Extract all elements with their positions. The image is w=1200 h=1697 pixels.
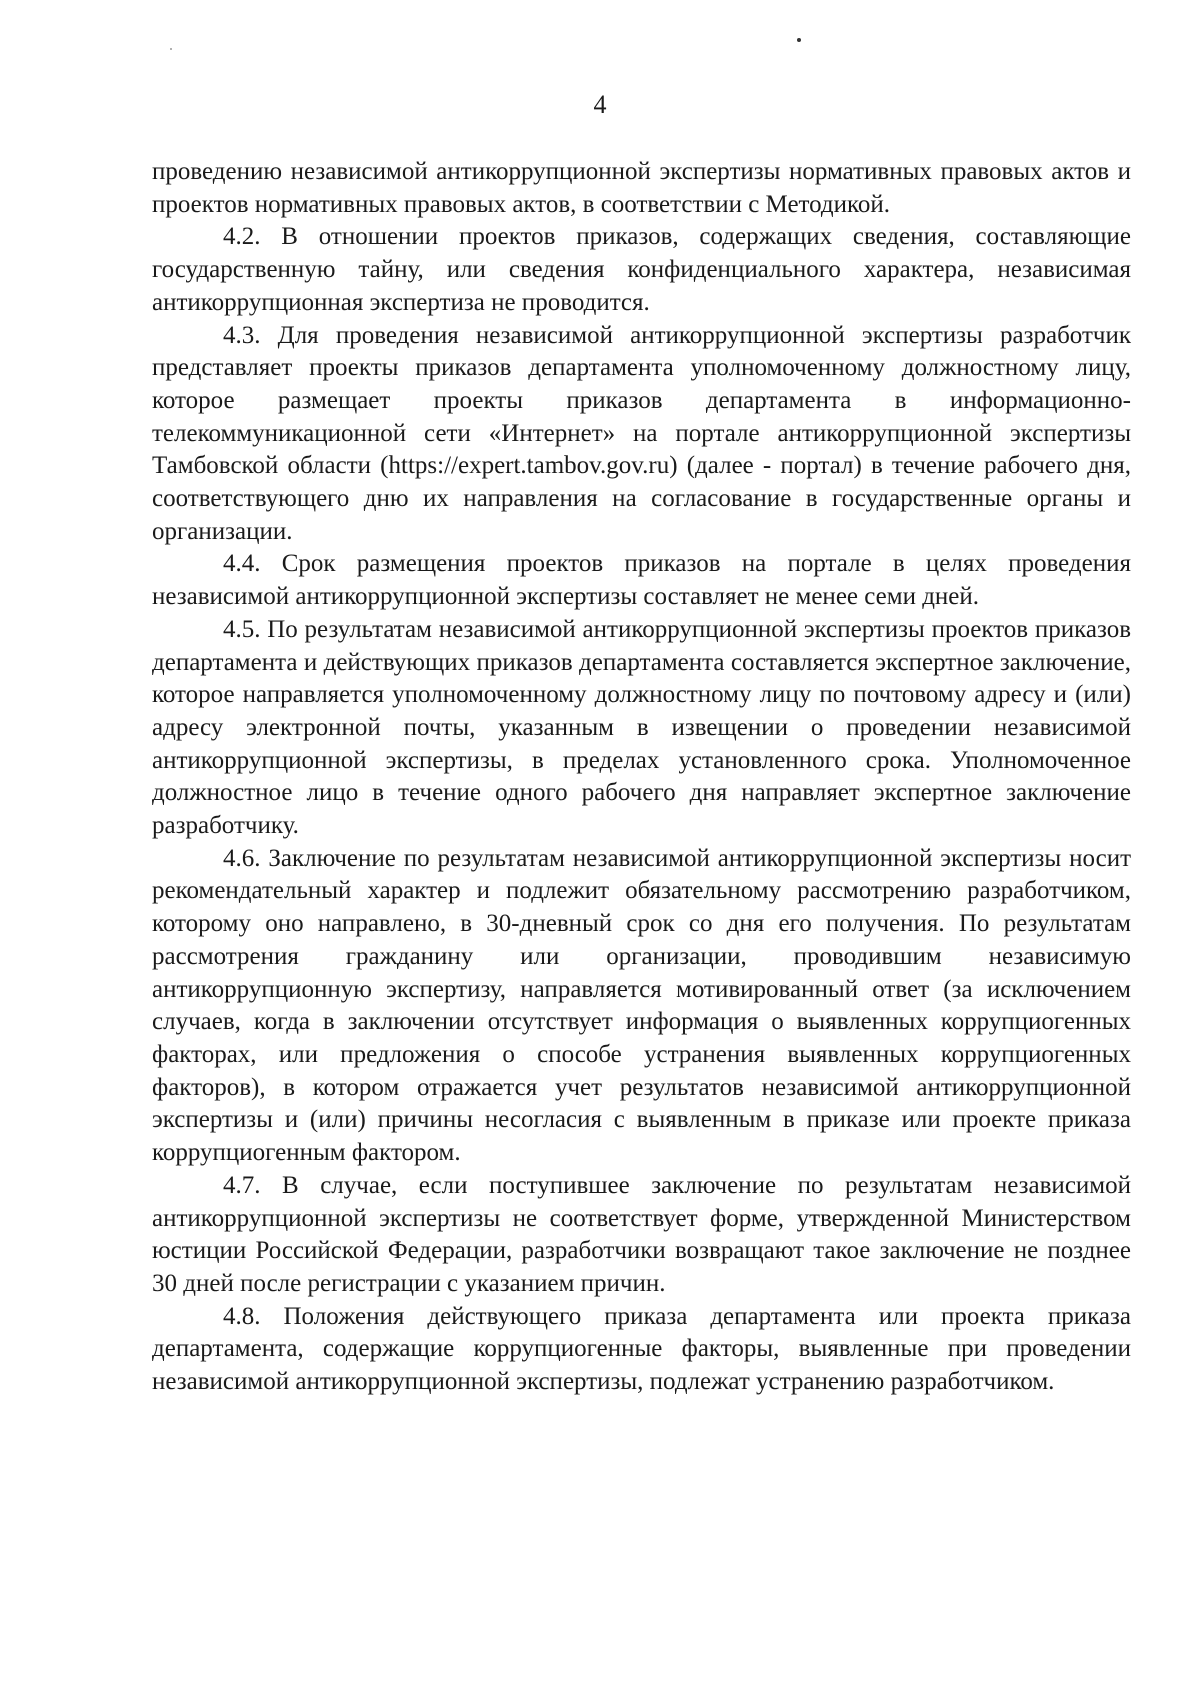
paragraph-4-2: 4.2. В отношении проектов приказов, содержащих сведения, составляющие государственную тайну, или сведения конфиденциального характера, независимая антикоррупционная экспертиза не проводится. <box>152 223 1131 316</box>
paragraph-4-6: 4.6. Заключение по результатам независимой антикоррупционной экспертизы носит рекомендательный характер и подлежит обязательному рассмотрению разработчиком, которому оно направлено, в 30-дневный срок со дня его получения. По результатам рассмотрения гражданину или организации, проводившим независимую антикоррупционную экспертизу, направляется мотивированный ответ (за исключением случаев, когда в заключении отсутствует информация о выявленных коррупциогенных факторах, или предложения о способе устранения выявленных коррупциогенных факторов), в котором отражается учет результатов независимой антикоррупционной экспертизы и (или) причины несогласия с выявленным в приказе или проекте приказа коррупциогенным фактором. <box>152 844 1131 1167</box>
paragraph-4-4: 4.4. Срок размещения проектов приказов на портале в целях проведения независимой антикоррупционной экспертизы составляет не менее семи дней. <box>152 550 1131 611</box>
paragraph-continuation: проведению независимой антикоррупционной экспертизы нормативных правовых актов и проектов нормативных правовых актов, в соответствии с Методикой. <box>152 158 1131 218</box>
paragraph-4-7: 4.7. В случае, если поступившее заключение по результатам независимой антикоррупционной экспертизы не соответствует форме, утвержденной Министерством юстиции Российской Федерации, разработчики возвращают такое заключение не позднее 30 дней после регистрации с указанием причин. <box>152 1171 1131 1297</box>
page-number: 4 <box>593 90 607 119</box>
paragraph-4-8: 4.8. Положения действующего приказа департамента или проекта приказа департамента, содержащие коррупциогенные факторы, выявленные при проведении независимой антикоррупционной экспертизы, подлежат устранению разработчиком. <box>152 1302 1131 1396</box>
scan-speck <box>797 38 801 42</box>
scan-speck <box>170 48 172 50</box>
document-body <box>152 156 1131 1399</box>
paragraph-4-3: 4.3. Для проведения независимой антикоррупционной экспертизы разработчик представляет проекты приказов департамента уполномоченному должностному лицу, которое размещает проекты приказов департамента в информационно-телекоммуникационной сети «Интернет» на портале антикоррупционной экспертизы Тамбовской области (https://expert.tambov.gov.ru) (далее - портал) в течение рабочего дня, соответствующего дню их направления на согласование в государственные органы и организации. <box>152 321 1131 545</box>
paragraph-4-5: 4.5. По результатам независимой антикоррупционной экспертизы проектов приказов департамента и действующих приказов департамента составляется экспертное заключение, которое направляется уполномоченному должностному лицу по почтовому адресу и (или) адресу электронной почты, указанным в извещении о проведении независимой антикоррупционной экспертизы, в пределах установленного срока. Уполномоченное должностное лицо в течение одного рабочего дня направляет экспертное заключение разработчику. <box>152 615 1131 840</box>
